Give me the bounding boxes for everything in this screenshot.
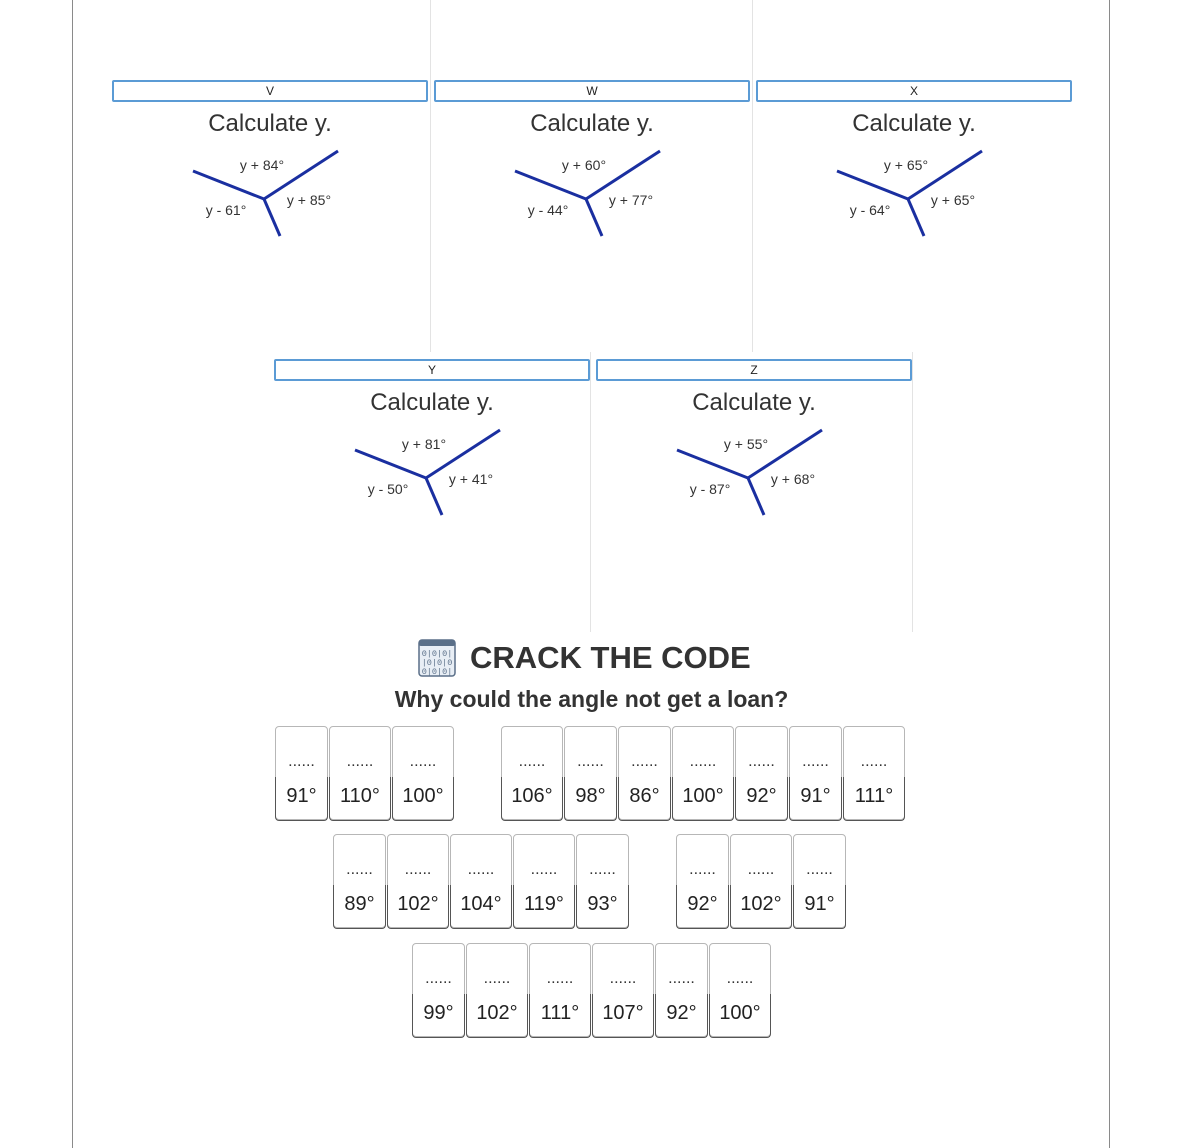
top-angle-label: y + 65° [883,157,929,173]
right-angle-label: y + 68° [770,471,816,487]
left-angle-label: y - 64° [849,202,891,218]
answer-degree: 102° [740,893,782,915]
letter-blank[interactable]: ...... [689,861,716,878]
code-letter-box[interactable] [843,726,905,820]
code-letter-box[interactable] [412,943,465,1037]
code-word [676,834,847,928]
letter-blank[interactable]: ...... [530,861,558,878]
code-letter-box[interactable] [655,943,708,1037]
code-row [275,726,906,820]
column-divider [752,0,753,352]
code-word [501,726,906,820]
problem-panel-v [112,80,428,330]
letter-blank[interactable]: ...... [726,970,754,987]
letter-blank[interactable]: ...... [806,861,833,878]
panel-instruction: Calculate y. [852,110,976,137]
code-letter-box[interactable] [501,726,563,820]
column-divider [430,0,431,352]
angle-diagram [596,359,912,609]
code-letter-box[interactable] [333,834,386,928]
answer-degree: 91° [286,785,317,807]
answer-degree: 99° [423,1002,454,1024]
angle-diagram [112,80,428,330]
panel-instruction: Calculate y. [208,110,332,137]
right-angle-label: y + 65° [930,192,976,208]
letter-blank[interactable]: ...... [409,753,437,770]
code-letter-box[interactable] [529,943,591,1037]
left-angle-label: y - 87° [689,481,731,497]
crack-title: CRACK THE CODE [470,640,751,675]
code-word [333,834,630,928]
answer-degree: 100° [682,785,724,807]
answer-degree: 104° [460,893,502,915]
code-letter-box[interactable] [564,726,617,820]
problem-panel-y [274,359,590,609]
code-letter-box[interactable] [793,834,846,928]
angle-diagram [756,80,1072,330]
answer-degree: 106° [511,785,553,807]
answer-degree: 102° [476,1002,518,1024]
answer-degree: 98° [575,785,606,807]
letter-blank[interactable]: ...... [689,753,717,770]
panel-label[interactable]: W [434,80,750,102]
right-angle-label: y + 85° [286,192,332,208]
svg-text:0|0|0|: 0|0|0| [421,667,453,677]
column-divider [912,352,913,632]
code-letter-box[interactable] [387,834,449,928]
code-letter-box[interactable] [618,726,671,820]
letter-blank[interactable]: ...... [404,861,432,878]
left-angle-label: y - 61° [205,202,247,218]
letter-blank[interactable]: ...... [346,753,374,770]
letter-blank[interactable]: ...... [860,753,888,770]
letter-blank[interactable]: ...... [748,753,775,770]
riddle-question: Why could the angle not get a loan? [394,686,789,712]
code-letter-box[interactable] [735,726,788,820]
ray-lower [908,199,924,236]
code-row [412,943,772,1037]
answer-degree: 91° [800,785,831,807]
letter-blank[interactable]: ...... [802,753,829,770]
code-letter-box[interactable] [709,943,771,1037]
code-row [333,834,847,928]
panel-label[interactable]: X [756,80,1072,102]
ray-left [193,171,264,199]
ray-lower [586,199,602,236]
letter-blank[interactable]: ...... [467,861,495,878]
answer-degree: 92° [666,1002,697,1024]
ray-left [515,171,586,199]
svg-text:|0|0|0: |0|0|0 [421,658,453,668]
angle-diagram [434,80,750,330]
code-letter-box[interactable] [450,834,512,928]
letter-blank[interactable]: ...... [288,753,315,770]
letter-blank[interactable]: ...... [668,970,695,987]
right-angle-label: y + 77° [608,192,654,208]
answer-degree: 92° [746,785,777,807]
problem-panel-x [756,80,1072,330]
letter-blank[interactable]: ...... [425,970,452,987]
problem-panel-w [434,80,750,330]
ray-lower [264,199,280,236]
letter-blank[interactable]: ...... [546,970,574,987]
answer-degree: 110° [340,785,380,807]
letter-blank[interactable]: ...... [589,861,616,878]
code-letter-box[interactable] [329,726,391,820]
answer-degree: 102° [397,893,439,915]
code-word [412,943,772,1037]
panel-label[interactable]: Y [274,359,590,381]
code-letter-box[interactable] [392,726,454,820]
answer-degree: 111° [854,785,894,807]
answer-degree: 100° [719,1002,761,1024]
ray-lower [426,478,442,515]
problem-panel-z [596,359,912,609]
panel-instruction: Calculate y. [692,389,816,416]
panel-instruction: Calculate y. [370,389,494,416]
top-angle-label: y + 84° [239,157,285,173]
code-letter-box[interactable] [676,834,729,928]
letter-blank[interactable]: ...... [483,970,511,987]
code-letter-box[interactable] [730,834,792,928]
panel-label[interactable]: V [112,80,428,102]
column-divider [590,352,591,632]
letter-blank[interactable]: ...... [518,753,546,770]
right-angle-label: y + 41° [448,471,494,487]
letter-blank[interactable]: ...... [577,753,604,770]
top-angle-label: y + 55° [723,436,769,452]
code-word [275,726,455,820]
letter-blank[interactable]: ...... [346,861,373,878]
code-letter-box[interactable] [466,943,528,1037]
answer-degree: 89° [344,893,375,915]
panel-instruction: Calculate y. [530,110,654,137]
answer-degree: 111° [540,1002,580,1024]
svg-text:0|0|0|: 0|0|0| [421,649,453,659]
code-letter-box[interactable] [789,726,842,820]
answer-degree: 86° [629,785,660,807]
panel-label[interactable]: Z [596,359,912,381]
code-letter-box[interactable] [275,726,328,820]
letter-blank[interactable]: ...... [609,970,637,987]
answer-degree: 92° [687,893,718,915]
binary-code-icon [418,639,456,677]
left-angle-label: y - 44° [527,202,569,218]
answer-degree: 91° [804,893,835,915]
ray-lower [748,478,764,515]
left-angle-label: y - 50° [367,481,409,497]
ray-left [837,171,908,199]
answer-degree: 119° [524,893,564,915]
code-letter-box[interactable] [513,834,575,928]
top-angle-label: y + 60° [561,157,607,173]
letter-blank[interactable]: ...... [747,861,775,878]
angle-diagram [274,359,590,609]
top-angle-label: y + 81° [401,436,447,452]
ray-left [355,450,426,478]
answer-degree: 100° [402,785,444,807]
answer-degree: 93° [587,893,618,915]
code-letter-box[interactable] [592,943,654,1037]
code-letter-box[interactable] [576,834,629,928]
code-letter-box[interactable] [672,726,734,820]
letter-blank[interactable]: ...... [631,753,658,770]
answer-degree: 107° [602,1002,644,1024]
ray-left [677,450,748,478]
